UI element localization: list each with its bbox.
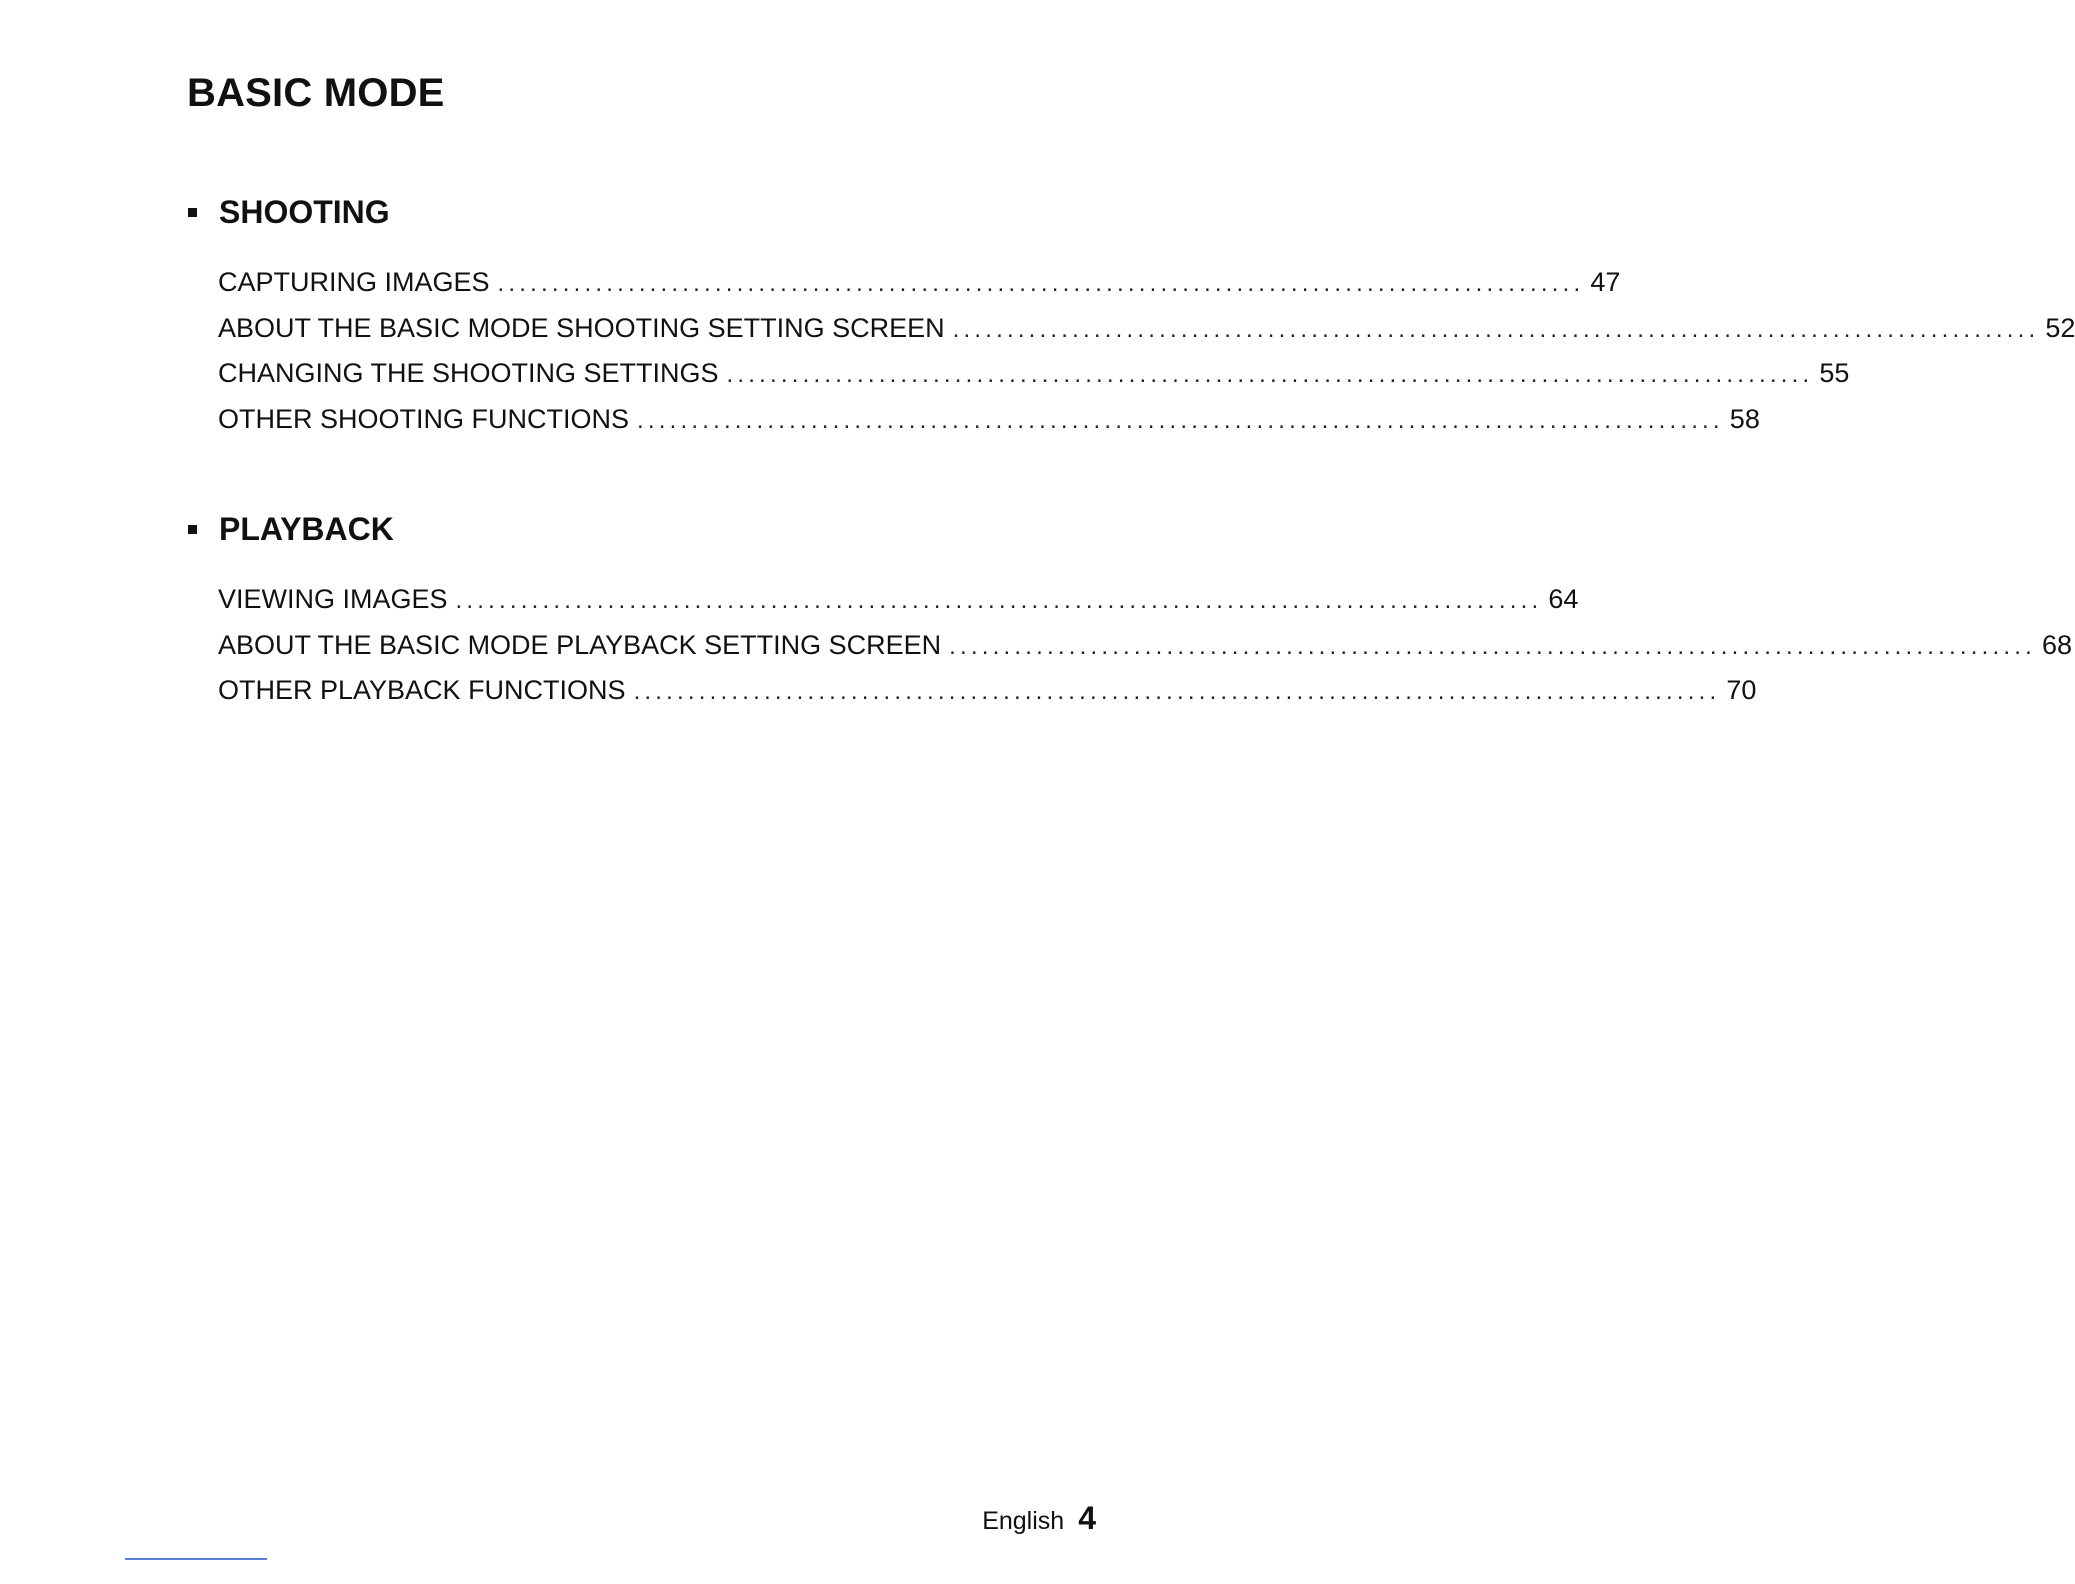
section-playback — [187, 509, 2073, 714]
bottom-rule — [125, 1558, 267, 1560]
toc-entry-label: CHANGING THE SHOOTING SETTINGS — [218, 358, 719, 388]
toc-entry-page: 70 — [1726, 675, 1757, 705]
toc-entry-page: 64 — [1548, 584, 1579, 614]
toc-entry-label: VIEWING IMAGES — [218, 584, 448, 614]
toc-entry-page: 58 — [1729, 403, 1760, 434]
dot-leader: .................................................................................................... — [633, 678, 1721, 705]
dot-leader: .................................................................................................... — [455, 587, 1543, 614]
toc-entry[interactable] — [218, 668, 1757, 714]
section-shooting — [187, 192, 2075, 442]
toc-entry-label: ABOUT THE BASIC MODE PLAYBACK SETTING SCREEN — [218, 629, 942, 660]
toc-entry[interactable] — [218, 260, 1621, 306]
footer-language: English — [982, 1507, 1065, 1535]
toc-entry-label: OTHER PLAYBACK FUNCTIONS — [218, 675, 626, 705]
dot-leader: .................................................................................................... — [726, 361, 1814, 388]
dot-leader: .................................................................................................... — [949, 632, 2036, 660]
toc-entry[interactable] — [218, 623, 2073, 669]
page-footer — [982, 1500, 1096, 1537]
toc-entry-page: 55 — [1819, 358, 1850, 388]
toc-entry-page: 68 — [2041, 629, 2073, 660]
footer-page-number: 4 — [1078, 1500, 1096, 1536]
dot-leader: .................................................................................................... — [637, 406, 1724, 434]
toc-entry-label: ABOUT THE BASIC MODE SHOOTING SETTING SCREEN — [218, 312, 945, 343]
toc-entry[interactable] — [218, 577, 1579, 623]
toc-entry[interactable] — [218, 397, 1760, 443]
dot-leader: .................................................................................................... — [952, 315, 2040, 343]
section-heading-shooting — [187, 192, 1109, 232]
toc-list-playback — [187, 577, 2073, 714]
section-title: SHOOTING — [219, 194, 390, 230]
page-title: BASIC MODE — [187, 71, 445, 115]
square-bullet-icon — [188, 525, 197, 534]
toc-entry-label: OTHER SHOOTING FUNCTIONS — [218, 403, 629, 434]
toc-entry-label: CAPTURING IMAGES — [218, 267, 490, 297]
toc-entry-page: 47 — [1590, 267, 1621, 297]
section-heading-playback — [187, 509, 1109, 549]
section-title: PLAYBACK — [219, 511, 394, 547]
toc-entry[interactable] — [218, 351, 1850, 397]
toc-list-shooting — [187, 260, 2075, 442]
square-bullet-icon — [188, 208, 197, 217]
dot-leader: .................................................................................................... — [497, 270, 1585, 297]
toc-entry-page: 52 — [2045, 312, 2075, 343]
toc-entry[interactable] — [218, 306, 2075, 352]
